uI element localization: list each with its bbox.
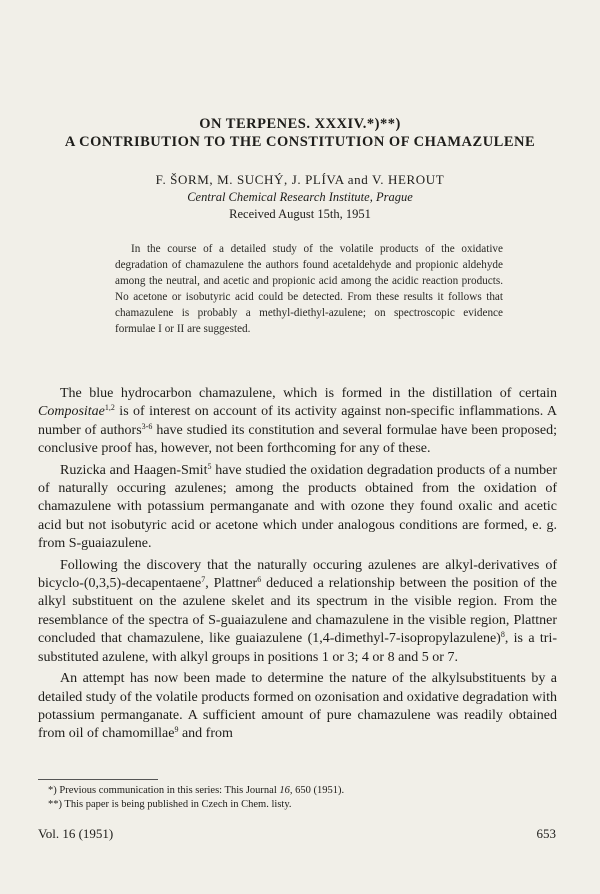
volume-info: Vol. 16 (1951) <box>38 826 114 841</box>
paragraph-2: Ruzicka and Haagen-Smit$^5$ have studied the oxidation degradation products of a number of naturally occuring azulenes; among the products obtained from the oxidation of chamazulene with potassium permanganate and with ozone they found oxalic and acetic acid but not isobutyric acid or acetone which under analogous conditions are formed, e. g. from S-guaiazulene. <box>38 461 557 552</box>
footnote-1: *) Previous communication in this series: This Journal 16, 650 (1951). <box>48 785 345 796</box>
page-number: 653 <box>536 826 556 841</box>
footnotes <box>48 784 548 812</box>
paragraph-3: Following the discovery that the naturally occuring azulenes are alkyl-derivatives of bicyclo-(0,3,5)-decapentaene$^7$, Plattner$^6$ deduced a relationship between the position of the alkyl substituent on the azulene skelet and its spectrum in the visible region. From the resemblance of the spectra of S-guaiazulene and chamazulene in the visible region, Plattner concluded that chamazulene, like guaiazulene (1,4-dimethyl-7-isopropylazulene)$^8$, is a tri-substituted azulene, with alkyl groups in positions 1 or 3; 4 or 8 and 5 or 7. <box>38 557 557 665</box>
authors: F. ŠORM, M. SUCHÝ, J. PLÍVA and V. HEROUT <box>155 172 445 187</box>
paragraph-4: An attempt has now been made to determine the nature of the alkylsubstituents by a detailed study of the volatile products formed on ozonisation and oxidative degradation with potassium permanganate. A sufficient amount of pure chamazulene was readily obtained from oil of chamomillae$^9$ and from <box>38 671 557 742</box>
paragraph-1: The blue hydrocarbon chamazulene, which is formed in the distillation of certain Compositae$^{1,2}$ is of interest on account of its activity against non-specific inflammations. A number of authors$^{3-6}$ have studied its constitution and several formulae have been proposed; conclusive proof has, however, not been forthcoming for any of these. <box>38 386 557 457</box>
abstract: In the course of a detailed study of the volatile products of the oxidative degradation of chamazulene the authors found acetaldehyde and propionic aldehyde among the neutral, and acetic and propionic acid among the acidic reaction products. No acetone or isobutyric acid could be detected. From these results it follows that chamazulene is probably a methyl-diethyl-azulene; on spectroscopic evidence formulae I or II are suggested. <box>115 243 503 335</box>
footnote-2: **) This paper is being published in Czech in Chem. listy. <box>48 799 292 810</box>
paper-title-line1: ON TERPENES. XXXIV.*)**) <box>199 116 401 132</box>
institute: Central Chemical Research Institute, Prague <box>187 190 413 204</box>
footnote-divider <box>38 779 158 780</box>
body-text <box>38 385 557 744</box>
paper-title-line2: A CONTRIBUTION TO THE CONSTITUTION OF CHAMAZULENE <box>64 134 536 150</box>
received-date: Received August 15th, 1951 <box>229 207 371 221</box>
